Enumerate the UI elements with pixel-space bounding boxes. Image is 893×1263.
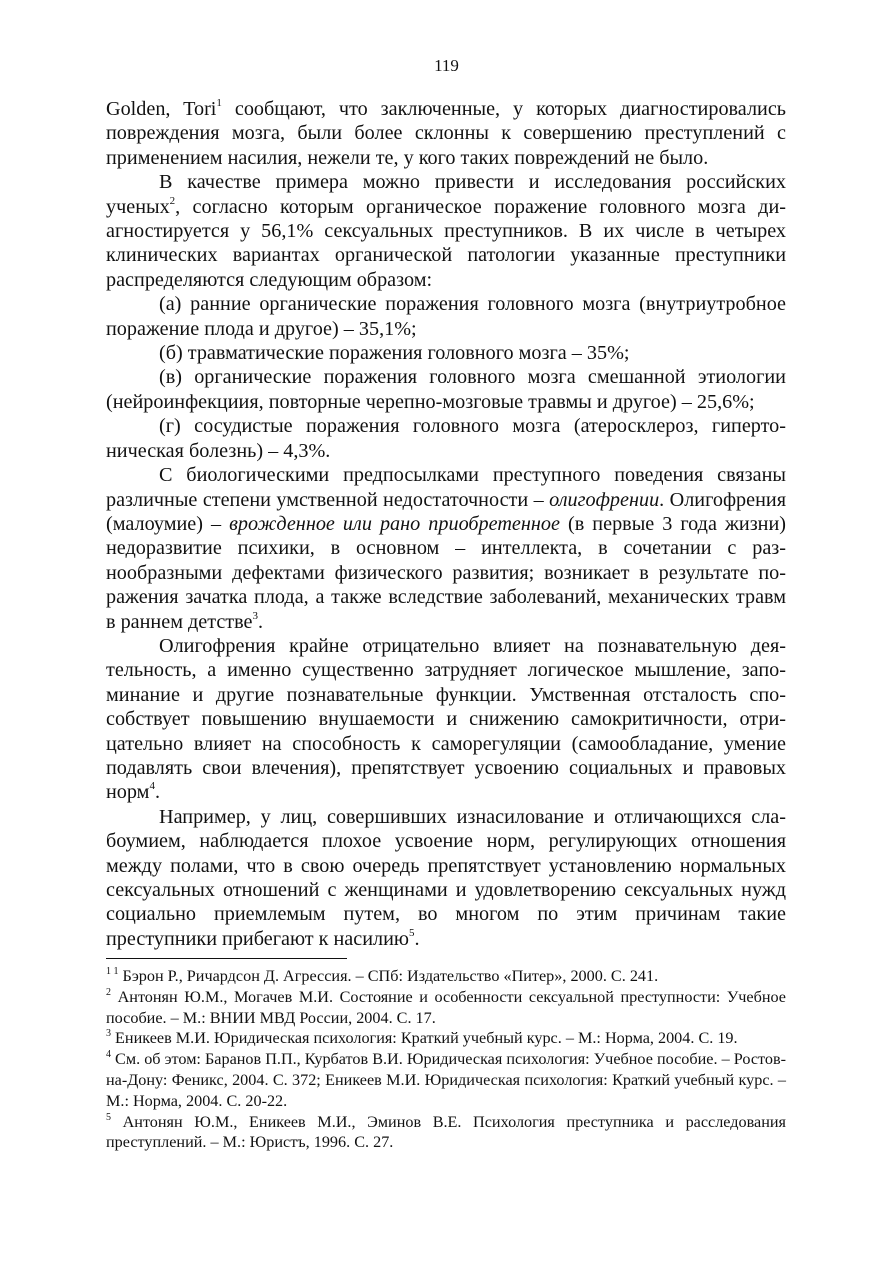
- footnote-marker: 5: [106, 1111, 111, 1123]
- text-run: (г) сосудистые поражения головного мозга (атеросклероз, гипертоническая болезнь) – 4,3%.: [106, 415, 786, 462]
- footnote-text: Еникеев М.И. Юридическая психология: Краткий учебный курс. – М.: Норма, 2004. С. 19.: [111, 1029, 738, 1048]
- text-run: С биологическими предпосылками преступного поведения связаны различные степени умственной недостаточности –: [106, 464, 786, 511]
- text-run: , согласно которым органическое поражение головного мозга диагностируется у 56,1% сексуальных преступников. В их числе в четырех клинических вариантах органической патологии указанные преступники распределяются следующим образом:: [106, 195, 786, 291]
- text-run: . Олигофрения (малоумие) –: [106, 488, 787, 535]
- main-text: [106, 97, 786, 951]
- footnote-marker: 1 1: [106, 966, 119, 977]
- footnote: [106, 1112, 786, 1154]
- list-item: [106, 414, 786, 463]
- paragraph: [106, 170, 786, 292]
- paragraph: [106, 634, 786, 805]
- footnote-ref: 1: [216, 97, 222, 109]
- text-run: Олигофрения крайне отрицательно влияет на познавательную деятельность, а именно существенно затрудняет логическое мышление, запоминание и другие познавательные функции. Умственная отсталость способствует повышению внушаемости и снижению самокритичности, отрицательно влияет на способность к саморегуляции (самообладание, умение подавлять свои влечения), препятствует усвоению социальных и правовых норм: [106, 634, 786, 804]
- footnote-marker: 4: [106, 1049, 111, 1061]
- emphasis-text: врожденное или рано приобретенное: [229, 512, 560, 535]
- footnote: [106, 966, 786, 987]
- footnote-ref: 2: [169, 194, 176, 207]
- list-item: [106, 341, 786, 365]
- text-run: Например, у лиц, совершивших изнасилование и отличающихся слабоумием, наблюдается плохое усвоение норм, регулирующих отношения между полами, что в свою очередь препятствует установлению нормальных сексуальных отношений с женщинами и удовлетворению сексуальных нужд социально приемлемым путем, во многом по этим причинам такие преступники прибегают к насилию: [106, 805, 786, 950]
- text-run: .: [257, 610, 264, 633]
- text-run: (а) ранние органические поражения головного мозга (внутриутробное поражение плода и другое) – 35,1%;: [106, 293, 786, 340]
- emphasis-text: олигофрении: [549, 488, 660, 511]
- footnote: [106, 1028, 786, 1049]
- footnote: [106, 987, 786, 1029]
- text-run: сообщают, что заключенные, у которых диагностировались повреждения мозга, были более склонны к совершению преступлений с применением насилия, нежели те, у кого таких повреждений не было.: [106, 98, 786, 169]
- list-item: [106, 292, 786, 341]
- footnote-text: Бэрон Р., Ричардсон Д. Агрессия. – СПб: Издательство «Питер», 2000. С. 241.: [118, 967, 659, 985]
- footnote-ref: 5: [408, 926, 415, 939]
- paragraph: [106, 97, 786, 170]
- footnote: [106, 1049, 786, 1111]
- text-run: .: [414, 927, 420, 950]
- text-run: (в первые 3 года жизни) недоразвитие психики, в основном – интеллекта, в сочетании с разнообразными дефектами физического развития; возникает в результате поражения зачатка плода, а также вследствие заболеваний, механических травм в раннем детстве: [106, 512, 787, 633]
- footnote-ref: 4: [149, 780, 155, 793]
- paragraph: [106, 805, 786, 951]
- text-run: (в) органические поражения головного мозга смешанной этиологии (нейроинфекциия, повторные черепно-мозговые травмы и другое) – 25,6%;: [106, 366, 786, 413]
- page-number: 119: [434, 56, 459, 75]
- text-run: Golden, Tori: [106, 98, 217, 120]
- text-run: В качестве примера можно привести и исследования российских ученых: [106, 171, 786, 218]
- text-run: (б) травматические поражения головного мозга – 35%;: [159, 342, 630, 365]
- text-run: .: [154, 781, 161, 804]
- footnote-text: См. об этом: Баранов П.П., Курбатов В.И. Юридическая психология: Учебное пособие. – Ростов-на-Дону: Феникс, 2004. С. 372; Еникеев М.И. Юридическая психология: Краткий учебный курс. – М.: Норма, 2004. С. 20-22.: [106, 1050, 786, 1110]
- footnote-ref: 3: [252, 609, 258, 622]
- footnote-text: Антонян Ю.М., Еникеев М.И., Эминов В.Е. Психология преступника и расследования преступлений. – М.: Юристъ, 1996. С. 27.: [106, 1112, 786, 1152]
- footnote-divider: [106, 958, 347, 959]
- footnote-marker: 3: [106, 1028, 111, 1040]
- footnote-text: Антонян Ю.М., Могачев М.И. Состояние и особенности сексуальной преступности: Учебное пособие. – М.: ВНИИ МВД России, 2004. С. 17.: [106, 987, 786, 1027]
- paragraph: [106, 463, 786, 634]
- footnotes: [106, 966, 786, 1153]
- footnote-marker: 2: [106, 986, 111, 998]
- list-item: [106, 365, 786, 414]
